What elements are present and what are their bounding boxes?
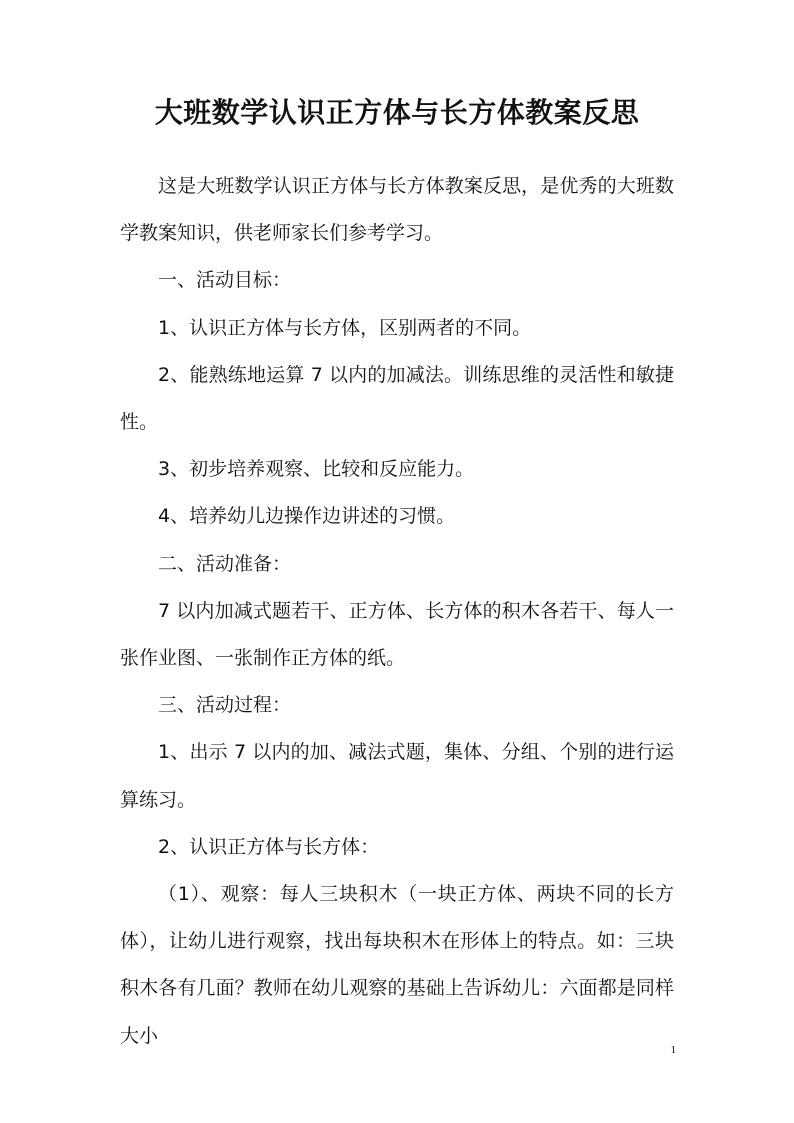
preparation-text: 7 以内加减式题若干、正方体、长方体的积木各若干、每人一张作业图、一张制作正方体的纸。: [120, 599, 674, 670]
page-number: 1: [670, 1044, 676, 1056]
document-title: 大班数学认识正方体与长方体教案反思: [154, 96, 640, 129]
objective-item: 2、能熟练地运算 7 以内的加减法。训练思维的灵活性和敏捷性。: [120, 363, 674, 434]
section-heading-objectives: 一、活动目标：: [158, 269, 292, 292]
process-item: 1、出示 7 以内的加、减法式题，集体、分组、个别的进行运算练习。: [120, 741, 674, 811]
objective-item: 4、培养幼儿边操作边讲述的习惯。: [158, 505, 456, 528]
process-item: 2、认识正方体与长方体：: [158, 835, 380, 858]
objective-item: 1、认识正方体与长方体，区别两者的不同。: [158, 316, 532, 339]
objective-item: 3、初步培养观察、比较和反应能力。: [158, 458, 475, 481]
process-subitem: （1）、观察：每人三块积木（一块正方体、两块不同的长方体），让幼儿进行观察，找出每块积木在形体上的特点。如：三块积木各有几面？教师在幼儿观察的基础上告诉幼儿：六面都是同样大小: [120, 883, 674, 1047]
document-body: [120, 163, 674, 1060]
section-heading-preparation: 二、活动准备：: [158, 552, 292, 575]
paragraph-intro: 这是大班数学认识正方体与长方体教案反思，是优秀的大班数学教案知识，供老师家长们参考学习。: [120, 175, 674, 245]
section-heading-process: 三、活动过程：: [158, 694, 292, 717]
